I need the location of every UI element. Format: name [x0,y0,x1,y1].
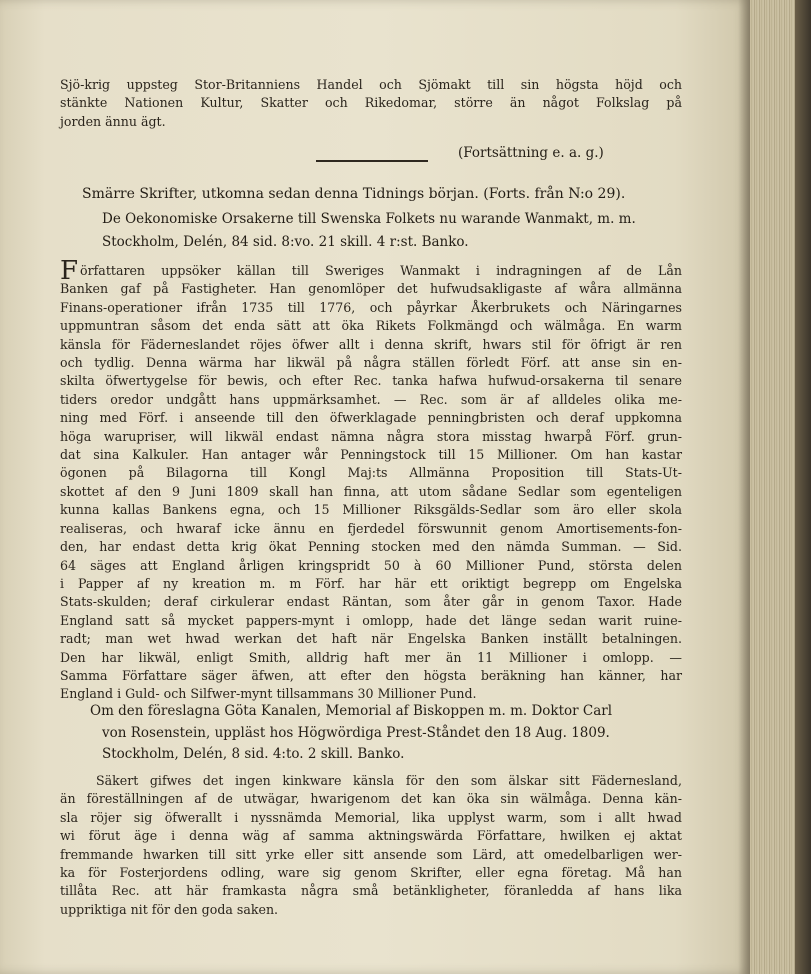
book2-line: uppriktiga nit för den goda saken. [60,901,279,917]
book1-line: skottet af den 9 Juni 1809 skall han finna, att utom sådane Sedlar som egenteligen [60,483,682,499]
book1-line: Den har likwäl, enligt Smith, alldrig haft mer än 11 Millioner i omlopp. — [60,649,682,665]
continuation-note: (Fortsättning e. a. g.) [458,145,604,161]
book1-line: höga warupriser, will likwäl endast nämna några stora misstag hwarpå Förf. grun- [60,428,682,444]
book1-line: tiders oredor undgått hans uppmärksamhet. — Rec. som är af alldeles olika me- [60,391,682,407]
book1-line: uppmuntran såsom det enda sätt att öka Rikets Folkmängd och wälmåga. En warm [60,318,682,334]
intro-paragraph [60,76,682,131]
book2-title-line: Stockholm, Delén, 8 sid. 4:to. 2 skill. Banko. [102,746,405,762]
book1-line: Finans-operationer ifrån 1735 till 1776, och påyrkar Åkerbrukets och Näringarnes [60,299,682,315]
book1-line: Samma Författare säger äfwen, att efter den högsta beräkning han känner, har [60,667,682,683]
intro-line: stänkte Nationen Kultur, Skatter och Rikedomar, större än något Folkslag på [60,95,682,111]
book2-line: Säkert gifwes det ingen kinkware känsla för den som älskar sitt Fädernesland, [96,773,682,788]
book1-line: kunna kallas Bankens egna, och 15 Millioner Riksgälds-Sedlar som äro eller skola [60,502,682,518]
book1-line: England i Guld- och Silfwer-mynt tillsammans 30 Millioner Pund. [60,686,477,702]
book1-line: den, har endast detta krig ökat Penning stocken med den nämda Summan. — Sid. [60,539,682,555]
book2-line: tillåta Rec. att här framkasta några små betänkligheter, föranledda af hans lika [60,883,682,899]
book2-line: ka för Fosterjordens odling, ware sig genom Skrifter, eller egna företag. Må han [60,865,682,881]
book-cover-edge [795,0,811,974]
book2-review [60,772,682,919]
book1-line: 64 säges att England årligen kringspridt 50 à 60 Millioner Pund, största delen [60,557,682,573]
book1-line: Författaren uppsöker källan till Sweriges Wanmakt i indragningen af de Lån [60,256,682,286]
intro-line: Sjö-krig uppsteg Stor-Britanniens Handel och Sjömakt till sin högsta höjd och [60,77,682,92]
book1-line: ögonen på Bilagorna till Kongl Maj:ts Allmänna Proposition till Stats-Ut- [60,465,682,481]
book1-line: dat sina Kalkuler. Han antager wår Penningstock till 15 Millioner. Om han kastar [60,447,682,463]
book1-review [60,256,682,704]
book2-line: wi förut äge i denna wäg af samma aktningswärda Författare, hwilken ej aktat [60,828,682,844]
book1-line: och tydlig. Denna wärma har likwäl på några ställen förledt Förf. att anse sin en- [60,355,682,371]
book1-title-line: Stockholm, Delén, 84 sid. 8:vo. 21 skill. 4 r:st. Banko. [102,234,469,250]
separator-rule [316,160,428,162]
book1-line: realiseras, och hwaraf icke ännu en fjerdedel förswunnit genom Amortisements-fon- [60,520,682,536]
book2-title-line: Om den föreslagna Göta Kanalen, Memorial af Biskoppen m. m. Doktor Carl [90,703,613,719]
drop-capital: F [60,256,79,286]
book1-line: Stats-skulden; deraf cirkulerar endast Räntan, som åter går in genom Taxor. Hade [60,594,682,610]
book1-line: Banken gaf på Fastigheter. Han genomlöper det hufwudsakligaste af wåra allmänna [60,281,682,297]
book1-line: ning med Förf. i anseende till den öfwerklagade penningbristen och deraf uppkomna [60,410,682,426]
book2-line: sla röjer sig öfwerallt i nyssnämda Memorial, lika upplyst warm, som i allt hwad [60,809,682,825]
book2-line: än föreställningen af de utwägar, hwarigenom det kan öka sin wälmåga. Denna kän- [60,791,682,807]
book1-line: skilta öfwertygelse för bewis, och efter Rec. tanka hafwa hufwud-orsakerna til senare [60,373,682,389]
book1-line: radt; man wet hwad werkan det haft när Engelska Banken inställt betalningen. [60,631,682,647]
book1-line: England satt så mycket pappers-mynt i omlopp, hade det länge sedan warit ruine- [60,612,682,628]
book2-line: fremmande hwarken till sitt yrke eller sitt ansende som Lärd, att omedelbarligen wer- [60,846,682,862]
intro-line: jorden ännu ägt. [60,113,166,129]
book1-line: känsla för Fäderneslandet röjes öfwer allt i denna skrift, hwars stil för öfrigt är ren [60,336,682,352]
book2-title-line: von Rosenstein, uppläst hos Högwördiga Prest-Ståndet den 18 Aug. 1809. [102,725,610,741]
section-heading: Smärre Skrifter, utkomna sedan denna Tidnings början. (Forts. från N:o 29). [82,186,626,202]
book1-title-line: De Oekonomiske Orsakerne till Swenska Folkets nu warande Wanmakt, m. m. [102,211,636,227]
book1-line: i Papper af ny kreation m. m Förf. har här ett oriktigt begrepp om Engelska [60,575,682,591]
